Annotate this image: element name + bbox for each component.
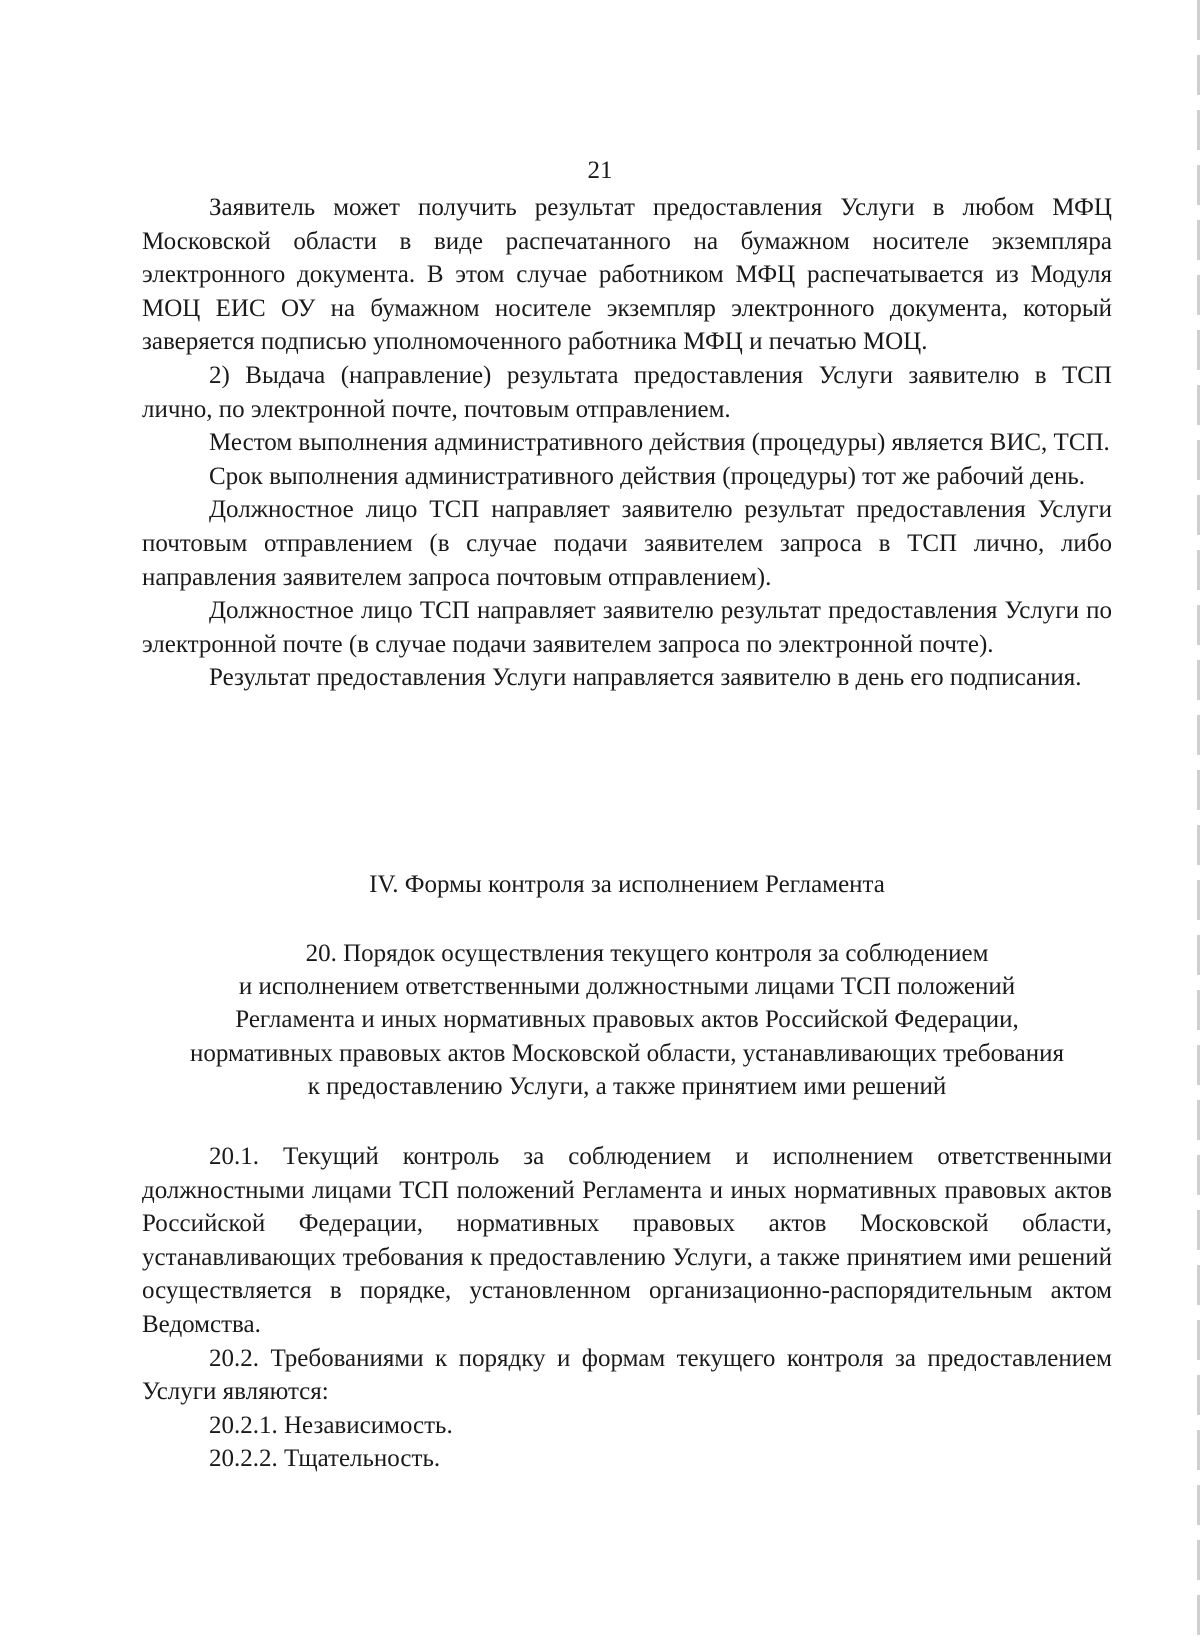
paragraph: 20.1. Текущий контроль за соблюдением и исполнением ответственными должностными лицами ТСП положений Регламента и иных нормативных правовых актов Российской Федерации, нормативных правовых актов Московской области, устанавливающих требования к предоставлению Услуги, а также принятием ими решений осуществляется в порядке, установленном организационно-распорядительным актом Ведомства.	[142, 1143, 1112, 1338]
subsection-heading	[142, 937, 1112, 1103]
subsection-heading-line: нормативных правовых актов Московской области, устанавливающих требования	[190, 1039, 1064, 1067]
paragraph: Местом выполнения административного действия (процедуры) является ВИС, ТСП.	[209, 429, 1110, 457]
paragraph: Должностное лицо ТСП направляет заявителю результат предоставления Услуги почтовым отправлением (в случае подачи заявителем запроса в ТСП лично, либо направления заявителем запроса почтовым отправлением).	[142, 496, 1112, 591]
paragraph: Заявитель может получить результат предоставления Услуги в любом МФЦ Московской области в виде распечатанного на бумажном носителе экземпляра электронного документа. В этом случае работником МФЦ распечатывается из Модуля МОЦ ЕИС ОУ на бумажном носителе экземпляр электронного документа, который заверяется подписью уполномоченного работника МФЦ и печатью МОЦ.	[142, 194, 1112, 356]
subsection-heading-line: и исполнением ответственными должностными лицами ТСП положений	[238, 973, 1016, 1001]
paragraph: 20.2.2. Тщательность.	[209, 1445, 441, 1473]
paragraph: Должностное лицо ТСП направляет заявителю результат предоставления Услуги по электронной почте (в случае подачи заявителем запроса по электронной почте).	[142, 597, 1112, 658]
body-text-bottom	[142, 1140, 1112, 1476]
subsection-heading-line: 20. Порядок осуществления текущего контроля за соблюдением	[305, 940, 989, 967]
section-heading: IV. Формы контроля за исполнением Регламента	[369, 871, 885, 898]
subsection-heading-line: к предоставлению Услуги, а также принятием ими решений	[307, 1072, 947, 1100]
paragraph: Результат предоставления Услуги направляется заявителю в день его подписания.	[209, 664, 1082, 692]
paragraph: 20.2.1. Независимость.	[209, 1411, 453, 1439]
paragraph: Срок выполнения административного действия (процедуры) тот же рабочий день.	[209, 462, 1086, 490]
paragraph: 2) Выдача (направление) результата предоставления Услуги заявителю в ТСП лично, по электронной почте, почтовым отправлением.	[142, 361, 1112, 423]
subsection-heading-line: Регламента и иных нормативных правовых актов Российской Федерации,	[235, 1006, 1019, 1034]
page-number: 21	[587, 157, 613, 184]
paragraph: 20.2. Требованиями к порядку и формам текущего контроля за предоставлением Услуги являются:	[142, 1344, 1112, 1406]
body-text-top	[142, 191, 1112, 695]
